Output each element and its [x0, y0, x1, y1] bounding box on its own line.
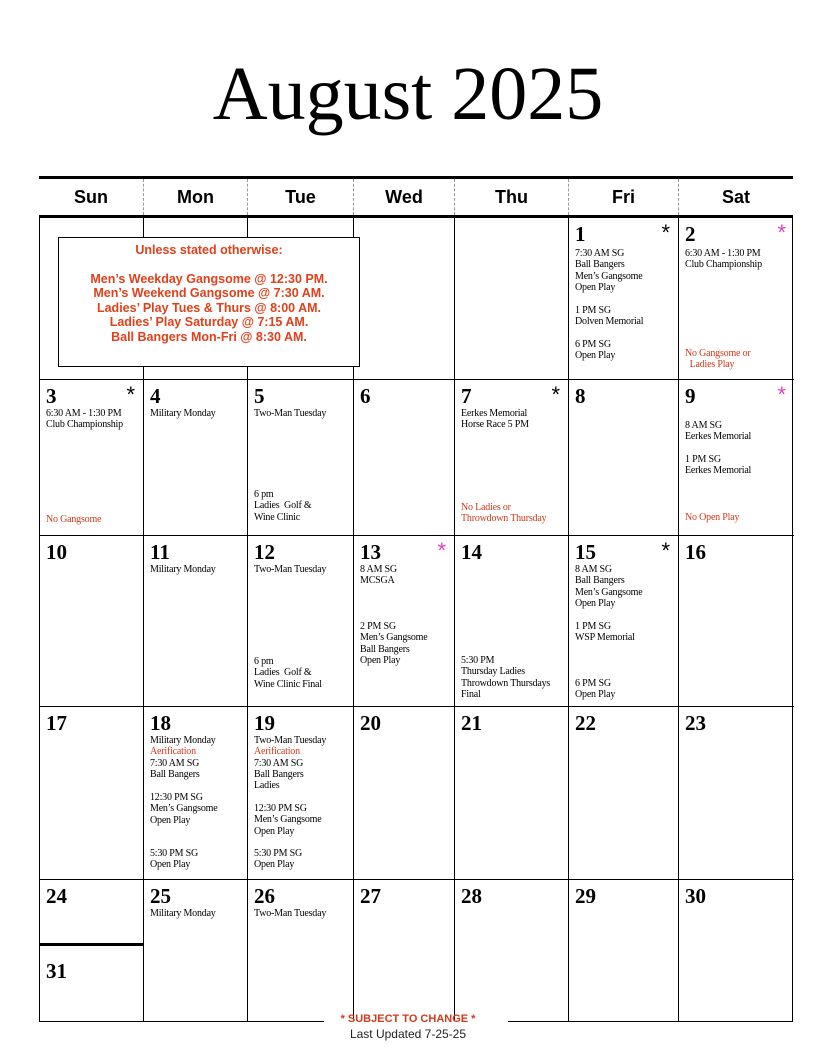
- event-line: Two-Man Tuesday: [254, 735, 327, 746]
- day-cell-9: [679, 380, 794, 536]
- event-list: [575, 248, 642, 293]
- notice-line: Men’s Weekday Gangsome @ 12:30 PM.: [90, 272, 328, 286]
- notice-line: Ladies’ Play Tues & Thurs @ 8:00 AM.: [96, 300, 322, 315]
- event-line: 6 pm: [254, 656, 274, 667]
- event-line: Men’s Gangsome: [575, 586, 643, 598]
- weekday-header-tue: Tue: [247, 179, 353, 215]
- day-number: 14: [461, 540, 482, 564]
- event-list: [461, 408, 529, 431]
- day-cell-22: [569, 707, 679, 880]
- day-cell-5: [248, 380, 354, 536]
- day-cell-24: [40, 880, 144, 1022]
- weekday-header-thu: Thu: [454, 179, 568, 215]
- day-number: 28: [461, 884, 482, 908]
- day-number: 8: [575, 384, 586, 408]
- event-note: [685, 348, 751, 371]
- day-number: 22: [575, 711, 596, 735]
- event-line: Horse Race 5 PM: [461, 419, 529, 431]
- day-cell-15: [569, 536, 679, 707]
- day-cell-16: [679, 536, 794, 707]
- event-list: [360, 621, 427, 666]
- event-line: 5:30 PM SG: [254, 848, 303, 859]
- event-line: Ball Bangers: [575, 575, 625, 587]
- aerification-label: Aerification: [254, 746, 300, 758]
- event-line: 1 PM SG: [575, 621, 611, 632]
- event-line: 12:30 PM SG: [150, 792, 203, 803]
- star-marker: *: [661, 220, 670, 245]
- day-split-divider: [40, 943, 143, 946]
- event-line: Men’s Gangsome: [360, 632, 428, 644]
- day-number: 13: [360, 540, 381, 564]
- weekday-header-sun: Sun: [74, 186, 108, 207]
- notice-lines: [59, 272, 359, 344]
- event-line: Ball Bangers: [360, 643, 410, 655]
- event-note: [461, 502, 546, 525]
- day-number: 24: [46, 884, 67, 908]
- note-line: Throwdown Thursday: [461, 513, 547, 525]
- notice-heading: Unless stated otherwise:: [135, 243, 283, 257]
- event-line: Men’s Gangsome: [575, 270, 643, 282]
- day-cell-23: [679, 707, 794, 880]
- event-list: [360, 564, 397, 587]
- day-cell-empty: [354, 218, 455, 380]
- event-list: [575, 678, 615, 701]
- star-marker: *: [126, 382, 135, 407]
- event-line: Men’s Gangsome: [150, 803, 218, 815]
- event-line: Open Play: [575, 281, 616, 293]
- event-list: [150, 848, 198, 871]
- day-cell-28: [455, 880, 569, 1022]
- event-list: [254, 735, 326, 791]
- day-number: 6: [360, 384, 371, 408]
- day-number: 3: [46, 384, 57, 408]
- event-line: Military Monday: [150, 564, 216, 575]
- event-line: Two-Man Tuesday: [254, 564, 327, 575]
- day-number: 23: [685, 711, 706, 735]
- day-cell-19: [248, 707, 354, 880]
- note-line: No Gangsome: [46, 514, 102, 525]
- day-cell-empty: [455, 218, 569, 380]
- day-number: 21: [461, 711, 482, 735]
- event-list: [46, 408, 123, 431]
- day-number: 10: [46, 540, 67, 564]
- event-line: Dolven Memorial: [575, 316, 644, 328]
- day-number: 30: [685, 884, 706, 908]
- event-line: 12:30 PM SG: [254, 803, 307, 814]
- event-list: [685, 420, 751, 443]
- event-list: [685, 454, 751, 477]
- day-cell-26: [248, 880, 354, 1022]
- event-note: [46, 514, 101, 525]
- weekday-header-fri: Fri: [568, 179, 678, 215]
- day-cell-17: [40, 707, 144, 880]
- event-line: Club Championship: [46, 419, 123, 431]
- event-line: 8 AM SG: [360, 564, 397, 575]
- event-line: Ball Bangers: [575, 259, 625, 271]
- schedule-notice-box: [58, 237, 360, 367]
- event-line: 6:30 AM - 1:30 PM: [685, 248, 761, 259]
- day-number: 26: [254, 884, 275, 908]
- event-list: [575, 564, 642, 609]
- day-number: 5: [254, 384, 265, 408]
- event-line: Thursday Ladies: [461, 666, 525, 678]
- weekday-header-wed: Wed: [353, 179, 454, 215]
- event-line: WSP Memorial: [575, 632, 635, 644]
- weekday-header-sat: Sat: [678, 179, 793, 215]
- event-list: [150, 408, 216, 419]
- subject-to-change-label: * SUBJECT TO CHANGE *: [340, 1013, 476, 1025]
- event-line: 7:30 AM SG: [150, 757, 200, 769]
- event-line: Open Play: [150, 814, 191, 826]
- event-line: Two-Man Tuesday: [254, 908, 327, 919]
- day-cell-8: [569, 380, 679, 536]
- event-line: Military Monday: [150, 408, 216, 419]
- event-line: 6 PM SG: [575, 339, 611, 350]
- day-cell-21: [455, 707, 569, 880]
- event-list: [575, 305, 643, 328]
- event-line: 5:30 PM: [461, 655, 495, 666]
- day-number: 25: [150, 884, 171, 908]
- day-cell-10: [40, 536, 144, 707]
- day-cell-12: [248, 536, 354, 707]
- event-line: 5:30 PM SG: [150, 848, 199, 859]
- event-list: [254, 564, 326, 575]
- event-line: Military Monday: [150, 908, 216, 919]
- event-list: [254, 908, 326, 919]
- event-line: 7:30 AM SG: [254, 757, 304, 769]
- note-line: No Open Play: [685, 512, 740, 523]
- event-line: Final: [461, 688, 481, 700]
- event-list: [254, 848, 302, 871]
- event-list: [150, 564, 216, 575]
- day-number: 15: [575, 540, 596, 564]
- event-line: Wine Clinic: [254, 511, 300, 523]
- note-line: No Gangsome or: [685, 348, 751, 359]
- day-number: 4: [150, 384, 161, 408]
- event-line: Ladies Golf &: [254, 667, 312, 679]
- day-number: 11: [150, 540, 170, 564]
- event-line: 1 PM SG: [685, 454, 721, 465]
- day-number: 7: [461, 384, 472, 408]
- event-line: Eerkes Memorial: [685, 465, 752, 477]
- weekday-header-mon: Mon: [143, 179, 247, 215]
- event-line: Eerkes Memorial: [685, 431, 752, 443]
- event-line: Ball Bangers: [150, 768, 200, 780]
- event-line: Open Play: [575, 689, 616, 701]
- day-number: 9: [685, 384, 696, 408]
- notice-line: Ball Bangers Mon-Fri @ 8:30 AM.: [111, 329, 307, 344]
- event-line: 2 PM SG: [360, 621, 396, 632]
- event-list: [254, 656, 322, 690]
- event-line: 7:30 AM SG: [575, 248, 625, 259]
- note-line: No Ladies or: [461, 502, 511, 513]
- aerification-label: Aerification: [150, 746, 196, 758]
- day-cell-7: [455, 380, 569, 536]
- day-number: 17: [46, 711, 67, 735]
- day-cell-2: [679, 218, 794, 380]
- event-line: Open Play: [360, 654, 401, 666]
- day-cell-11: [144, 536, 248, 707]
- day-number: 27: [360, 884, 381, 908]
- star-marker: *: [777, 382, 786, 407]
- event-line: Open Play: [254, 859, 295, 871]
- day-cell-1: [569, 218, 679, 380]
- day-number: 1: [575, 222, 586, 246]
- event-list: [461, 655, 550, 700]
- event-line: Ball Bangers: [254, 768, 304, 780]
- event-line: 6 PM SG: [575, 678, 611, 689]
- day-number: 20: [360, 711, 381, 735]
- event-list: [685, 248, 762, 271]
- day-number: 19: [254, 711, 275, 735]
- event-line: Open Play: [150, 859, 191, 871]
- event-list: [150, 792, 217, 826]
- event-line: Club Championship: [685, 259, 762, 271]
- day-cell-30: [679, 880, 794, 1022]
- event-line: MCSGA: [360, 575, 395, 587]
- day-number: 29: [575, 884, 596, 908]
- event-line: 8 AM SG: [575, 564, 612, 575]
- notice-line: Ladies’ Play Saturday @ 7:15 AM.: [109, 315, 309, 330]
- day-cell-27: [354, 880, 455, 1022]
- day-number: 2: [685, 222, 696, 246]
- event-list: [254, 803, 321, 837]
- event-line: Open Play: [575, 597, 616, 609]
- event-list: [254, 489, 311, 523]
- page-title: August 2025: [212, 52, 604, 136]
- event-line: 8 AM SG: [685, 420, 722, 431]
- day-number: 31: [46, 959, 67, 983]
- last-updated-label: Last Updated 7-25-25: [349, 1027, 467, 1041]
- event-line: Throwdown Thursdays: [461, 677, 551, 689]
- star-marker: *: [551, 382, 560, 407]
- event-line: Open Play: [254, 825, 295, 837]
- day-cell-4: [144, 380, 248, 536]
- day-cell-29: [569, 880, 679, 1022]
- day-cell-14: [455, 536, 569, 707]
- event-line: Ladies: [254, 780, 280, 792]
- note-line: Ladies Play: [685, 359, 735, 371]
- day-cell-3: [40, 380, 144, 536]
- event-list: [150, 908, 216, 919]
- event-line: Wine Clinic Final: [254, 678, 322, 690]
- star-marker: *: [437, 538, 446, 563]
- day-number: 16: [685, 540, 706, 564]
- star-marker: *: [777, 220, 786, 245]
- day-number: 18: [150, 711, 171, 735]
- event-list: [150, 735, 216, 780]
- star-marker: *: [661, 538, 670, 563]
- event-line: Men’s Gangsome: [254, 814, 322, 826]
- event-line: 1 PM SG: [575, 305, 611, 316]
- day-cell-18: [144, 707, 248, 880]
- event-line: Ladies Golf &: [254, 500, 312, 512]
- event-line: 6 pm: [254, 489, 274, 500]
- event-line: Eerkes Memorial: [461, 408, 528, 419]
- event-line: Open Play: [575, 350, 616, 362]
- event-line: 6:30 AM - 1:30 PM: [46, 408, 122, 419]
- day-number: 12: [254, 540, 275, 564]
- notice-line: Men’s Weekend Gangsome @ 7:30 AM.: [93, 286, 325, 301]
- day-cell-20: [354, 707, 455, 880]
- event-note: [685, 512, 739, 523]
- event-list: [575, 339, 615, 362]
- event-list: [575, 621, 635, 644]
- event-line: Military Monday: [150, 735, 216, 746]
- day-cell-13: [354, 536, 455, 707]
- event-list: [254, 408, 326, 419]
- day-cell-25: [144, 880, 248, 1022]
- event-line: Two-Man Tuesday: [254, 408, 327, 419]
- day-cell-6: [354, 380, 455, 536]
